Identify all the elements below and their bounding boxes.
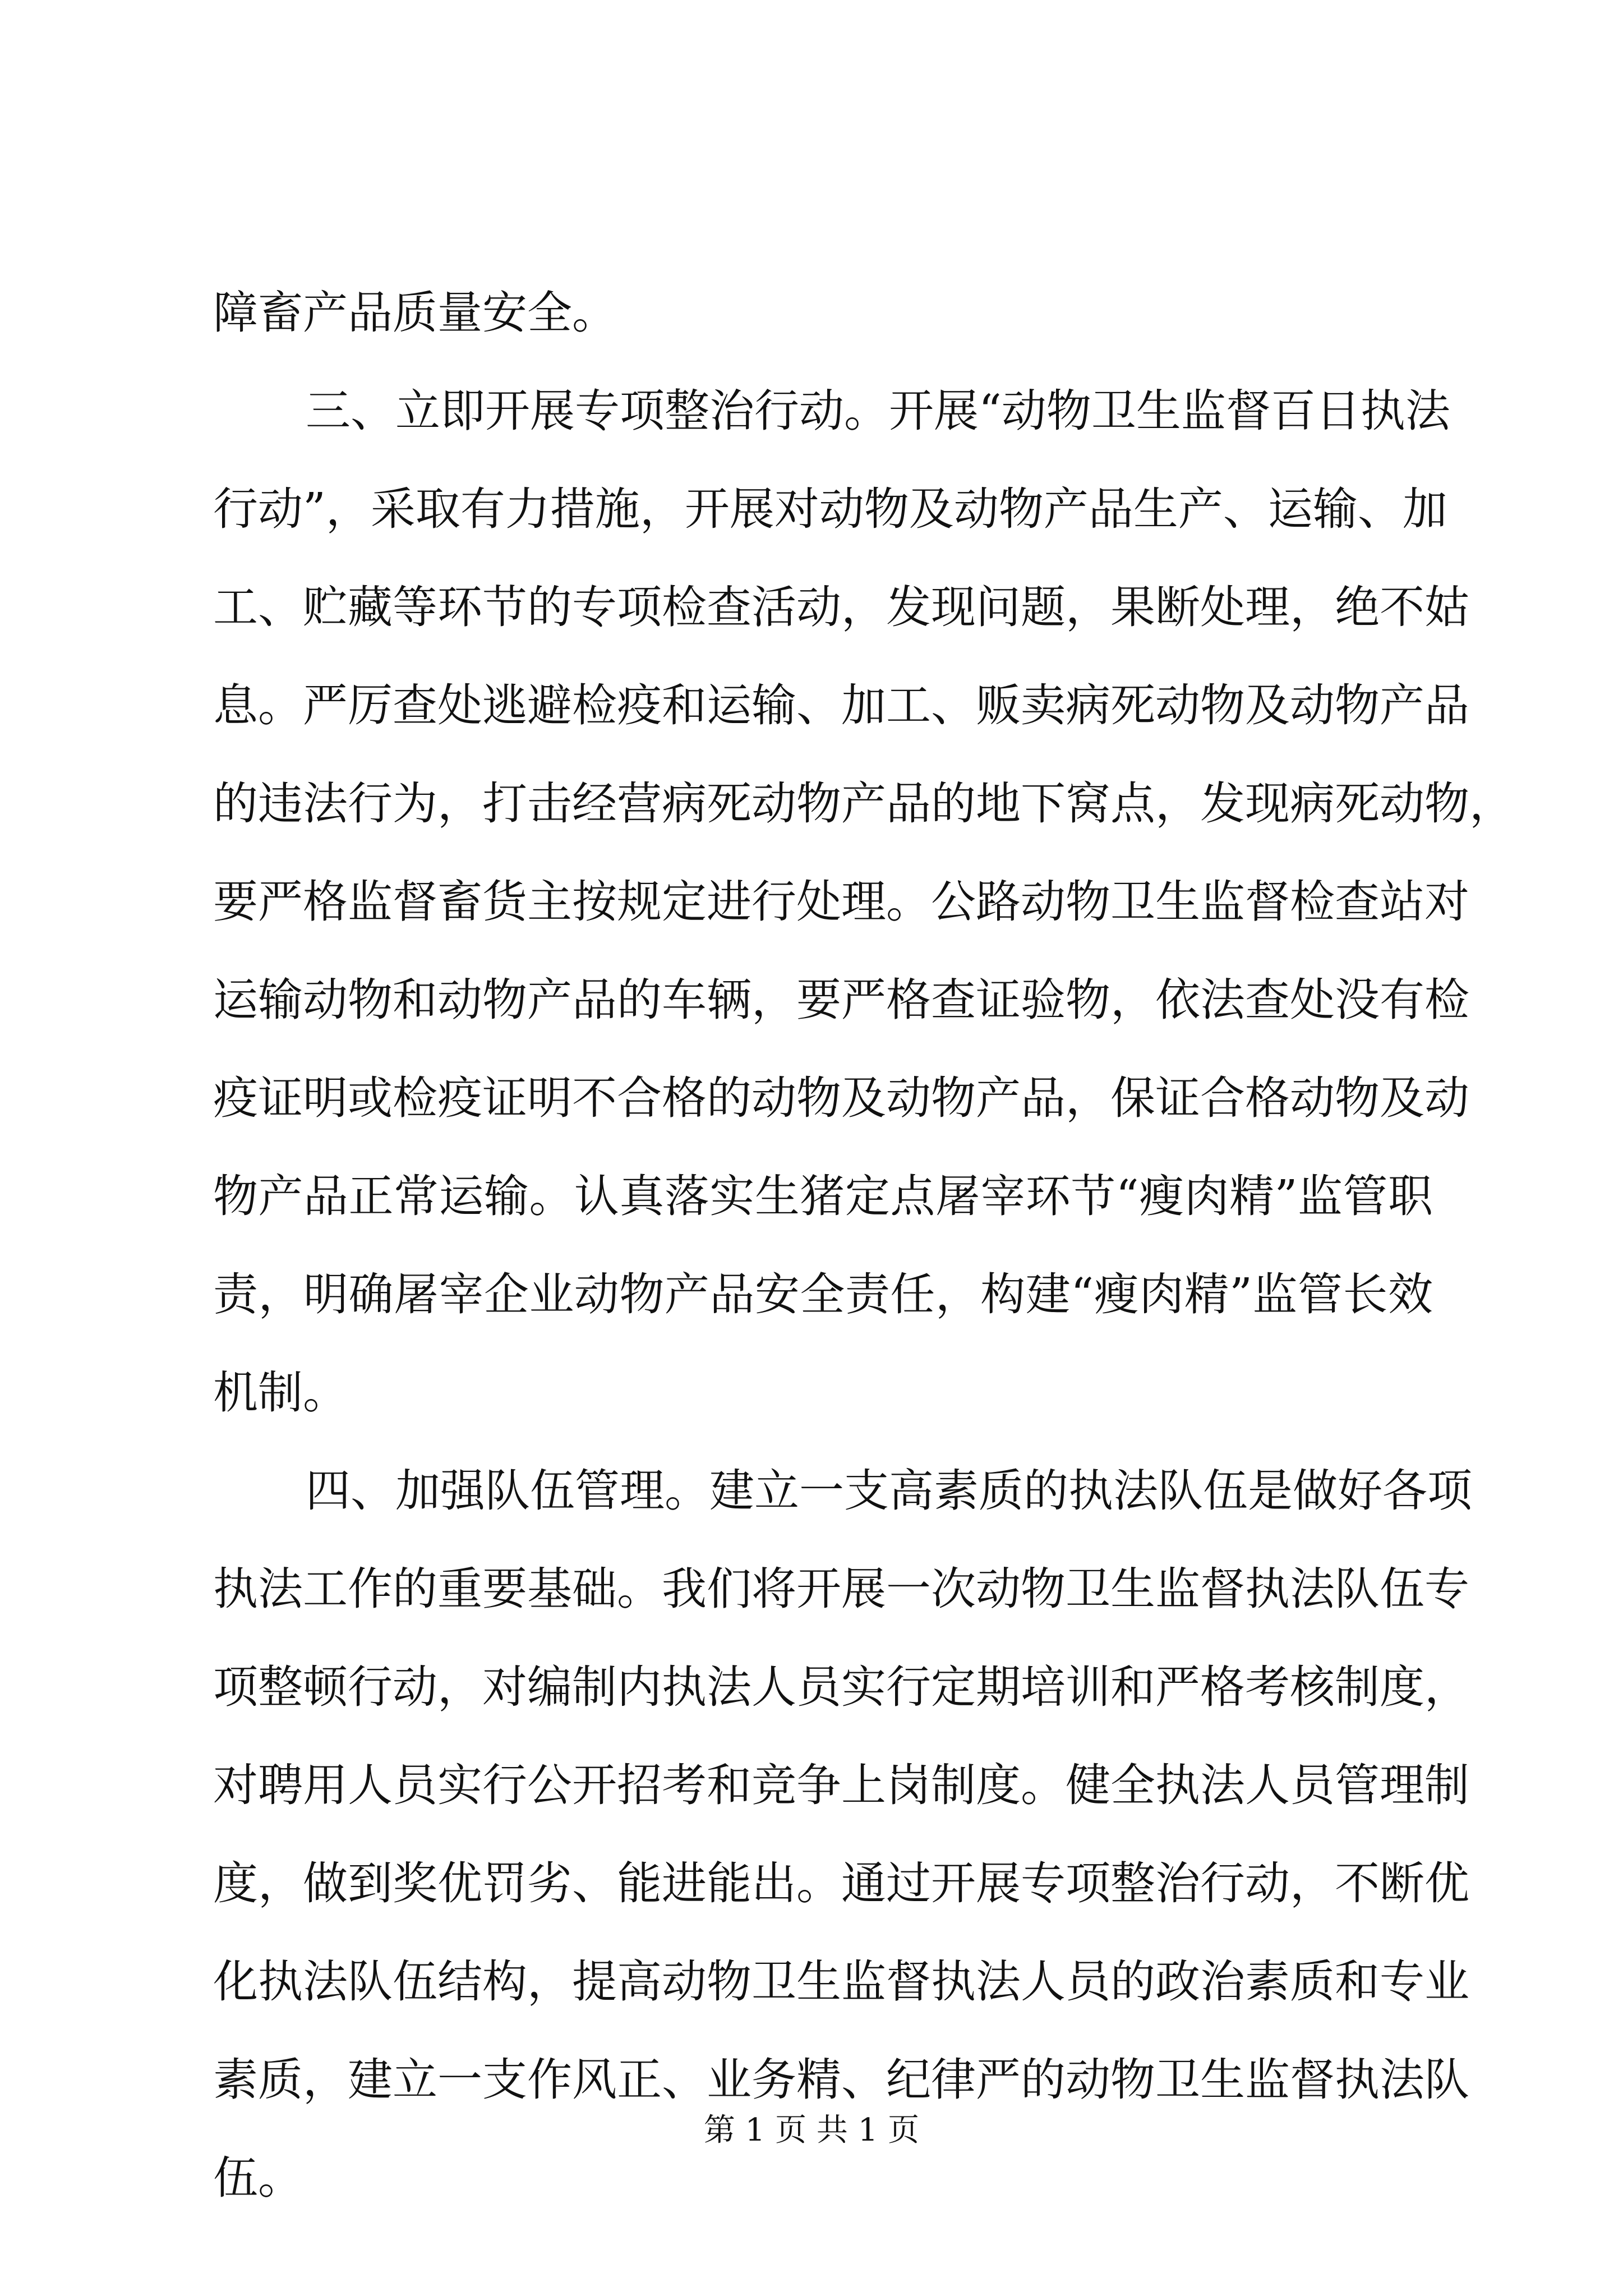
text-line: 物产品正常运输。认真落实生猪定点屠宰环节“瘦肉精”监管职 xyxy=(213,1170,1433,1222)
text-line: 对聘用人员实行公开招考和竞争上岗制度。健全执法人员管理制 xyxy=(213,1759,1469,1811)
text-line: 息。严厉查处逃避检疫和运输、加工、贩卖病死动物及动物产品 xyxy=(213,679,1469,731)
text-line: 障畜产品质量安全。 xyxy=(213,287,617,339)
text-line: 执法工作的重要基础。我们将开展一次动物卫生监督执法队伍专 xyxy=(213,1563,1469,1615)
text-line: 责，明确屠宰企业动物产品安全责任，构建“瘦肉精”监管长效 xyxy=(213,1268,1433,1320)
text-line: 行动”，采取有力措施，开展对动物及动物产品生产、运输、加 xyxy=(213,483,1447,535)
page-number-footer: 第 1 页 共 1 页 xyxy=(703,2112,920,2148)
text-line: 疫证明或检疫证明不合格的动物及动物产品，保证合格动物及动 xyxy=(213,1072,1469,1124)
text-line: 要严格监督畜货主按规定进行处理。公路动物卫生监督检查站对 xyxy=(213,876,1469,928)
paragraph-heading-line: 三、立即开展专项整治行动。开展“动物卫生监督百日执法 xyxy=(306,385,1450,437)
text-line: 机制。 xyxy=(213,1366,348,1419)
document-body xyxy=(213,264,1514,2227)
text-line: 度，做到奖优罚劣、能进能出。通过开展专项整治行动，不断优 xyxy=(213,1857,1469,1910)
text-line: 工、贮藏等环节的专项检查活动，发现问题，果断处理，绝不姑 xyxy=(213,581,1469,633)
paragraph-heading-line: 四、加强队伍管理。建立一支高素质的执法队伍是做好各项 xyxy=(306,1465,1472,1517)
text-line: 伍。 xyxy=(213,2152,303,2204)
text-line: 化执法队伍结构，提高动物卫生监督执法人员的政治素质和专业 xyxy=(213,1955,1469,2008)
text-line: 项整顿行动，对编制内执法人员实行定期培训和严格考核制度， xyxy=(213,1661,1469,1713)
text-line: 运输动物和动物产品的车辆，要严格查证验物，依法查处没有检 xyxy=(213,974,1469,1026)
text-line: 的违法行为，打击经营病死动物产品的地下窝点，发现病死动物， xyxy=(213,777,1514,830)
text-line: 素质，建立一支作风正、业务精、纪律严的动物卫生监督执法队 xyxy=(213,2054,1469,2106)
